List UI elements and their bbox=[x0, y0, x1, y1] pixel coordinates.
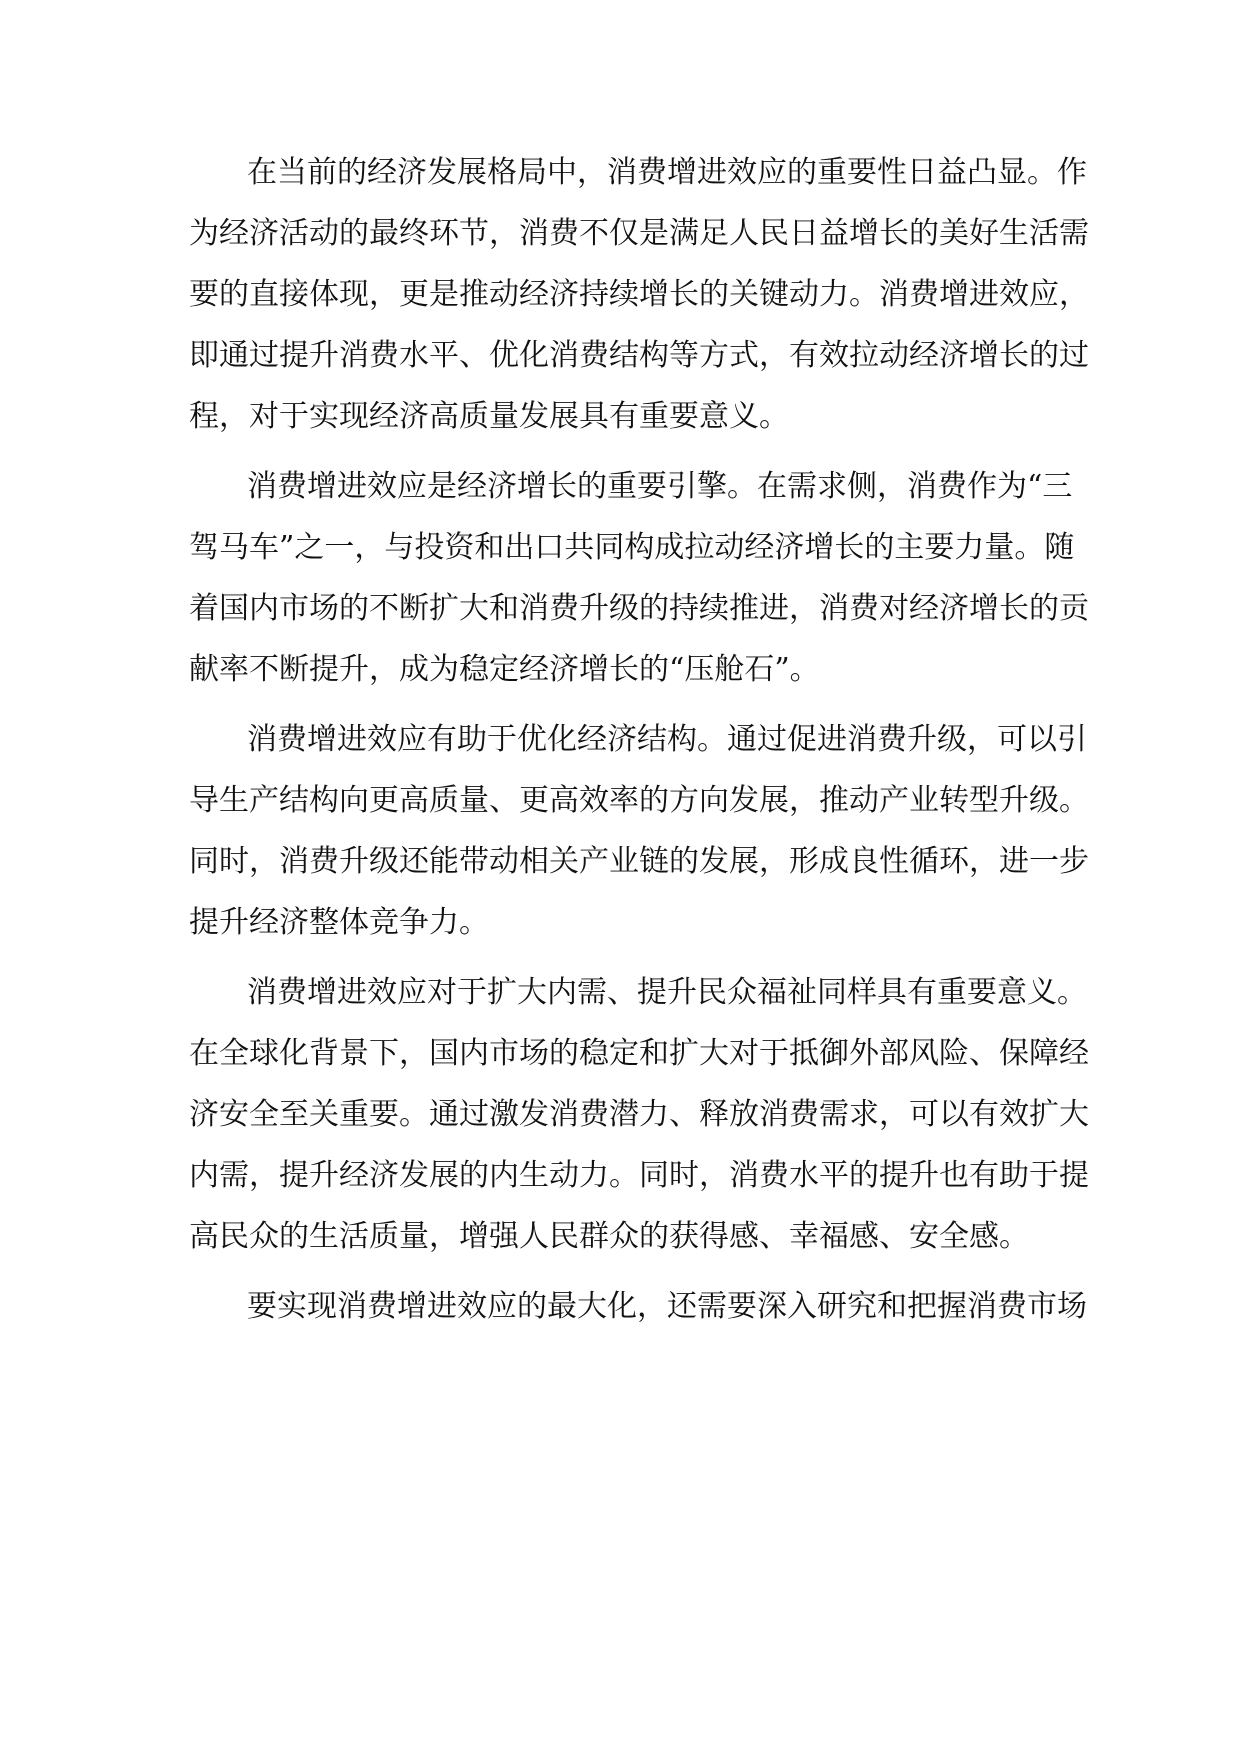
paragraph-4 bbox=[189, 962, 1089, 1267]
text-line: 为经济活动的最终环节，消费不仅是满足人民日益增长的美好生活需 bbox=[189, 216, 1089, 251]
text-line: 即通过提升消费水平、优化消费结构等方式，有效拉动经济增长的过 bbox=[189, 338, 1089, 373]
text-line: 高民众的生活质量，增强人民群众的获得感、幸福感、安全感。 bbox=[189, 1219, 1029, 1254]
text-line: 导生产结构向更高质量、更高效率的方向发展，推动产业转型升级。 bbox=[189, 783, 1089, 818]
text-line: 同时，消费升级还能带动相关产业链的发展，形成良性循环，进一步 bbox=[189, 844, 1089, 879]
text-line: 消费增进效应有助于优化经济结构。通过促进消费升级，可以引 bbox=[247, 722, 1087, 757]
paragraph-spacer bbox=[189, 1267, 1053, 1276]
text-line: 济安全至关重要。通过激发消费潜力、释放消费需求，可以有效扩大 bbox=[189, 1097, 1089, 1132]
text-line: 消费增进效应对于扩大内需、提升民众福祉同样具有重要意义。 bbox=[247, 975, 1087, 1010]
text-line: 在全球化背景下，国内市场的稳定和扩大对于抵御外部风险、保障经 bbox=[189, 1036, 1089, 1071]
paragraph-1 bbox=[189, 142, 1089, 447]
text-line: 在当前的经济发展格局中，消费增进效应的重要性日益凸显。作 bbox=[247, 155, 1087, 190]
text-line: 程，对于实现经济高质量发展具有重要意义。 bbox=[189, 399, 789, 434]
text-line: 驾马车”之一，与投资和出口共同构成拉动经济增长的主要力量。随 bbox=[189, 530, 1075, 565]
paragraph-spacer bbox=[189, 953, 1053, 962]
paragraph-5 bbox=[189, 1276, 1087, 1337]
paragraph-spacer bbox=[189, 447, 1053, 456]
text-line: 内需，提升经济发展的内生动力。同时，消费水平的提升也有助于提 bbox=[189, 1158, 1089, 1193]
paragraph-2 bbox=[189, 456, 1089, 700]
body-text bbox=[189, 142, 1089, 1337]
text-line: 提升经济整体竞争力。 bbox=[189, 905, 489, 940]
paragraph-spacer bbox=[189, 700, 1053, 709]
text-line: 献率不断提升，成为稳定经济增长的“压舱石”。 bbox=[189, 652, 820, 687]
text-line: 要的直接体现，更是推动经济持续增长的关键动力。消费增进效应， bbox=[189, 277, 1089, 312]
text-line: 要实现消费增进效应的最大化，还需要深入研究和把握消费市场 bbox=[247, 1289, 1087, 1324]
text-line: 消费增进效应是经济增长的重要引擎。在需求侧，消费作为“三 bbox=[247, 469, 1073, 504]
text-line: 着国内市场的不断扩大和消费升级的持续推进，消费对经济增长的贡 bbox=[189, 591, 1089, 626]
paragraph-3 bbox=[189, 709, 1089, 953]
